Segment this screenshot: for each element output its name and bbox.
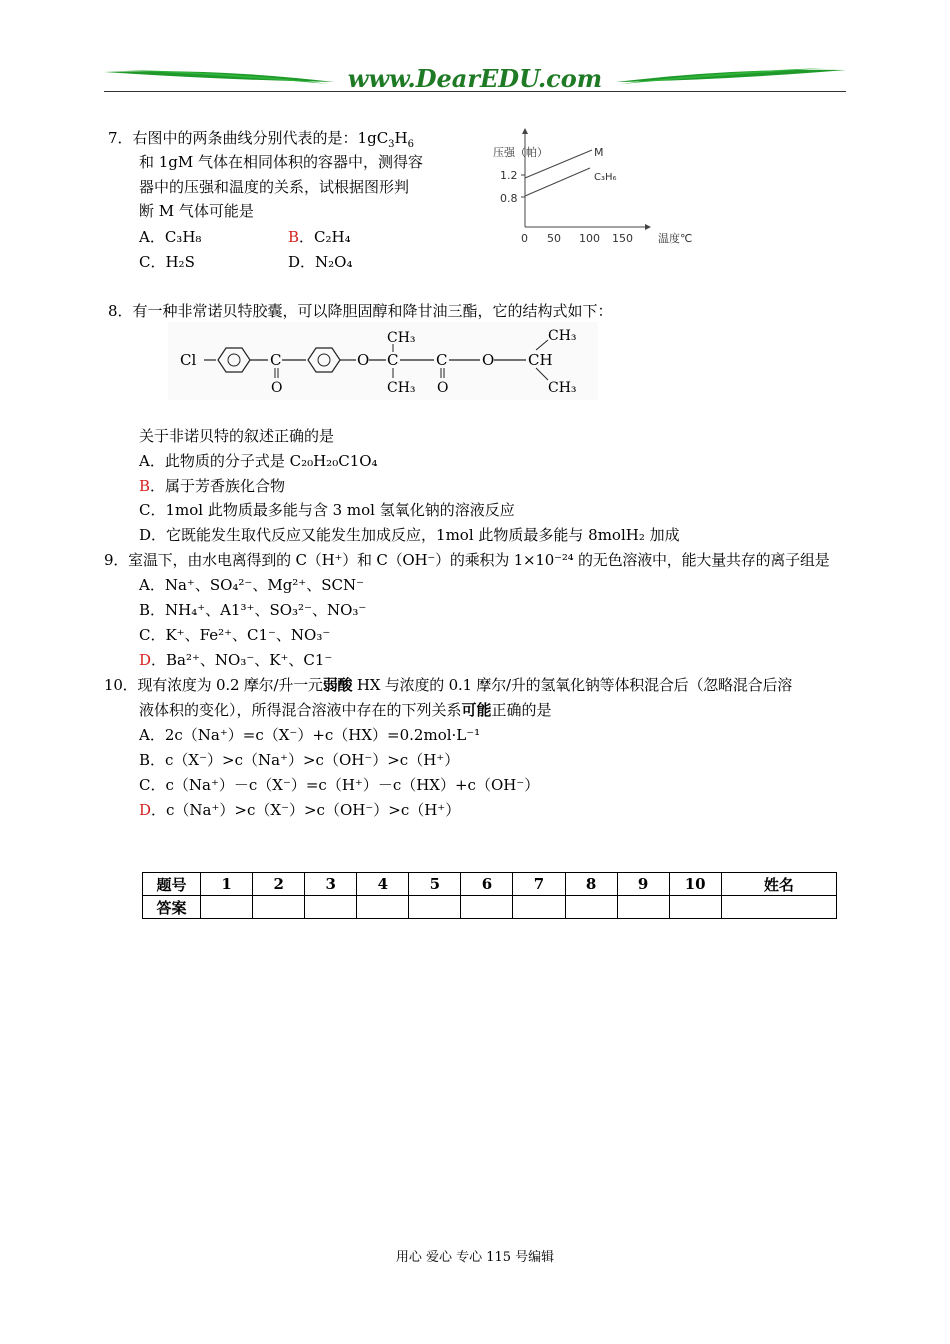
q8-option-a: A．此物质的分子式是 C₂₀H₂₀C1O₄	[139, 452, 378, 470]
struct-ch3-top: CH₃	[387, 330, 416, 346]
struct-o1: O	[271, 380, 283, 396]
answer-table-num-8: 8	[565, 873, 617, 896]
answer-table-num-3: 3	[305, 873, 357, 896]
struct-cl: Cl	[180, 351, 197, 369]
q7-option-c: C．H₂S	[139, 253, 195, 271]
graph-x-label: 温度℃	[658, 232, 693, 245]
answer-table-num-1: 1	[201, 873, 253, 896]
graph-xtick-100: 100	[579, 232, 600, 245]
answer-table-num-9: 9	[617, 873, 669, 896]
answer-cell-9[interactable]	[617, 896, 669, 919]
header-site-text: www.DearEDU.com	[347, 64, 603, 93]
answer-cell-5[interactable]	[409, 896, 461, 919]
q7-option-a: A．C₃H₈	[139, 228, 202, 246]
header-divider	[104, 91, 846, 92]
q7-line2: 和 1gM 气体在相同体积的容器中，测得容	[139, 153, 424, 171]
answer-cell-2[interactable]	[253, 896, 305, 919]
graph-series-c3h6	[525, 168, 590, 196]
q10-option-a: A．2c（Na⁺）=c（X⁻）+c（HX）=0.2mol·L⁻¹	[139, 726, 481, 744]
graph-xtick-0: 0	[521, 232, 528, 245]
q10-option-b: B．c（X⁻）>c（Na⁺）>c（OH⁻）>c（H⁺）	[139, 751, 460, 769]
q9-option-b: B．NH₄⁺、A1³⁺、SO₃²⁻、NO₃⁻	[139, 601, 367, 619]
answer-table-label-answer: 答案	[143, 896, 201, 919]
page-footer: 用心 爱心 专心 115 号编辑	[395, 1250, 555, 1265]
q7-line1: 7．右图中的两条曲线分别代表的是：$1gC_3H_6$	[108, 129, 415, 150]
answer-table	[142, 872, 837, 919]
answer-cell-10[interactable]	[669, 896, 721, 919]
q9-stem: 9．室温下，由水电离得到的 C（H⁺）和 C（OH⁻）的乘积为 1×10⁻²⁴ 的无色溶液中，能大量共存的离子组是	[104, 551, 830, 569]
fenofibrate-structure	[168, 322, 598, 400]
answer-table-label-name: 姓名	[721, 873, 836, 896]
q9-option-c: C．K⁺、Fe²⁺、C1⁻、NO₃⁻	[139, 626, 331, 644]
q7-line3: 器中的压强和温度的关系，试根据图形判	[139, 178, 410, 196]
struct-carbonyl-c2: C	[436, 351, 448, 369]
graph-ytick-1-2: 1.2	[500, 169, 518, 182]
answer-cell-3[interactable]	[305, 896, 357, 919]
struct-ch: CH	[528, 351, 553, 369]
struct-o2: O	[357, 351, 370, 369]
pressure-temperature-graph	[490, 126, 705, 248]
graph-label-m: M	[594, 146, 604, 159]
answer-table-num-4: 4	[357, 873, 409, 896]
graph-y-label: 压强（帕）	[493, 146, 548, 159]
answer-table-num-5: 5	[409, 873, 461, 896]
graph-xtick-50: 50	[547, 232, 561, 245]
q8-intro: 关于非诺贝特的叙述正确的是	[139, 427, 335, 445]
graph-label-c3h6: C₃H₆	[594, 172, 617, 183]
struct-o3: O	[437, 380, 449, 396]
answer-table-num-2: 2	[253, 873, 305, 896]
struct-carbonyl-c1: C	[270, 351, 282, 369]
answer-cell-6[interactable]	[461, 896, 513, 919]
q8-option-d: D．它既能发生取代反应又能发生加成反应，1mol 此物质最多能与 8molH₂ 加成	[139, 526, 680, 544]
q10-option-d: D．c（Na⁺）>c（X⁻）>c（OH⁻）>c（H⁺）	[139, 801, 461, 819]
q7-line4: 断 M 气体可能是	[139, 202, 254, 220]
answer-cell-8[interactable]	[565, 896, 617, 919]
answer-cell-7[interactable]	[513, 896, 565, 919]
q7-option-d: D．N₂O₄	[288, 253, 353, 271]
q8-option-c: C．1mol 此物质最多能与含 3 mol 氢氧化钠的溶液反应	[139, 501, 515, 519]
answer-cell-4[interactable]	[357, 896, 409, 919]
graph-xtick-150: 150	[612, 232, 633, 245]
q7-option-b: B．C₂H₄	[288, 228, 351, 246]
struct-ch3-bottom: CH₃	[387, 380, 416, 396]
answer-cell-1[interactable]	[201, 896, 253, 919]
answer-table-header-row	[143, 873, 837, 896]
q10-stem-line2: 液体积的变化），所得混合溶液中存在的下列关系可能正确的是	[139, 701, 552, 719]
struct-o4: O	[482, 351, 495, 369]
answer-table-num-6: 6	[461, 873, 513, 896]
struct-ch3-right-bottom: CH₃	[548, 380, 577, 396]
answer-table-num-7: 7	[513, 873, 565, 896]
q10-option-c: C．c（Na⁺）－c（X⁻）=c（H⁺）－c（HX）+c（OH⁻）	[139, 776, 540, 794]
q8-option-b: B．属于芳香族化合物	[139, 477, 286, 495]
struct-quaternary-c: C	[387, 351, 399, 369]
answer-table-answer-row	[143, 896, 837, 919]
header-logo	[104, 60, 846, 94]
graph-ytick-0-8: 0.8	[500, 192, 518, 205]
answer-table-label-number: 题号	[143, 873, 201, 896]
answer-cell-name[interactable]	[721, 896, 836, 919]
q10-stem-line1: 10．现有浓度为 0.2 摩尔/升一元弱酸 HX 与浓度的 0.1 摩尔/升的氢氧化钠等体积混合后（忽略混合后溶	[104, 676, 793, 694]
struct-ch3-right-top: CH₃	[548, 328, 577, 344]
q9-option-d: D．Ba²⁺、NO₃⁻、K⁺、C1⁻	[139, 651, 333, 669]
q9-option-a: A．Na⁺、SO₄²⁻、Mg²⁺、SCN⁻	[139, 576, 365, 594]
answer-table-num-10: 10	[669, 873, 721, 896]
q8-stem: 8．有一种非常诺贝特胶囊，可以降胆固醇和降甘油三酯，它的结构式如下：	[108, 302, 613, 320]
